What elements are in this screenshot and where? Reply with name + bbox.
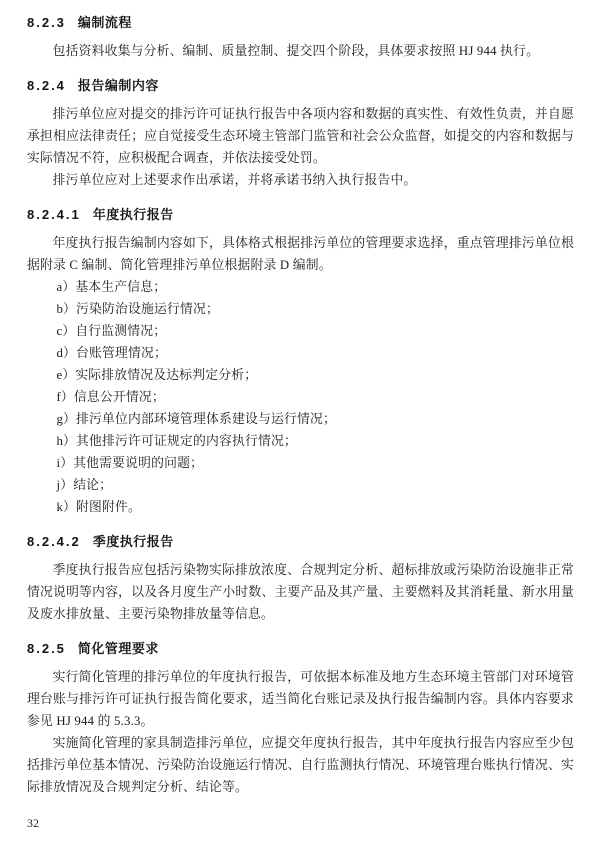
section-8-2-3 [27, 12, 574, 62]
section-8-2-4-2 [27, 531, 574, 625]
section-8-2-3-paragraph: 包括资料收集与分析、编制、质量控制、提交四个阶段，具体要求按照 HJ 944 执行。 [52, 44, 540, 58]
section-8-2-4 [27, 75, 574, 191]
annual-report-items-list [27, 276, 574, 518]
section-8-2-4-1 [27, 204, 574, 518]
list-item: b）污染防治设施运行情况； [56, 302, 219, 316]
heading-title: 简化管理要求 [77, 641, 159, 656]
section-8-2-4-2-heading [27, 531, 574, 553]
heading-title: 报告编制内容 [77, 78, 159, 93]
page-number: 32 [27, 816, 39, 830]
list-item: j）结论； [56, 478, 113, 492]
heading-number: 8.2.4.1 [27, 207, 81, 222]
section-8-2-4-heading [27, 75, 574, 97]
section-8-2-4-1-paragraph: 年度执行报告编制内容如下，具体格式根据排污单位的管理要求选择，重点管理排污单位根据附录 C 编制、简化管理排污单位根据附录 D 编制。 [27, 236, 574, 272]
section-8-2-5-paragraph-2: 实施简化管理的家具制造排污单位，应提交年度执行报告，其中年度执行报告内容应至少包括排污单位基本情况、污染防治设施运行情况、自行监测执行情况、环境管理台账执行情况、实际排放情况及合规判定分析、结论等。 [27, 736, 574, 794]
list-item: d）台账管理情况； [56, 346, 168, 360]
heading-number: 8.2.4.2 [27, 534, 81, 549]
section-8-2-3-heading [27, 12, 574, 34]
list-item: g）排污单位内部环境管理体系建设与运行情况； [56, 412, 336, 426]
heading-title: 年度执行报告 [92, 207, 174, 222]
list-item: a）基本生产信息； [56, 280, 167, 294]
section-8-2-4-paragraph-1: 排污单位应对提交的排污许可证执行报告中各项内容和数据的真实性、有效性负责，并自愿承担相应法律责任；应自觉接受生态环境主管部门监管和社会公众监督，如提交的内容和数据与实际情况不符，应积极配合调查，并依法接受处罚。 [27, 107, 574, 165]
list-item: e）实际排放情况及达标判定分析； [56, 368, 258, 382]
heading-number: 8.2.4 [27, 78, 66, 93]
list-item: h）其他排污许可证规定的内容执行情况； [56, 434, 297, 448]
section-8-2-4-1-heading [27, 204, 574, 226]
heading-title: 编制流程 [77, 15, 132, 30]
section-8-2-4-2-paragraph: 季度执行报告应包括污染物实际排放浓度、合规判定分析、超标排放或污染防治设施非正常情况说明等内容，以及各月度生产小时数、主要产品及其产量、主要燃料及其消耗量、新水用量及废水排放量、主要污染物排放量等信息。 [27, 563, 574, 621]
list-item: i）其他需要说明的问题； [56, 456, 204, 470]
list-item: f）信息公开情况； [56, 390, 165, 404]
section-8-2-5-heading [27, 638, 574, 660]
list-item: k）附图附件。 [56, 500, 142, 514]
section-8-2-5 [27, 638, 574, 798]
section-8-2-4-paragraph-2: 排污单位应对上述要求作出承诺，并将承诺书纳入执行报告中。 [52, 173, 417, 187]
list-item: c）自行监测情况； [56, 324, 167, 338]
heading-title: 季度执行报告 [92, 534, 174, 549]
heading-number: 8.2.3 [27, 15, 66, 30]
section-8-2-5-paragraph-1: 实行简化管理的排污单位的年度执行报告，可依据本标准及地方生态环境主管部门对环境管理台账与排污许可证执行报告简化要求，适当简化台账记录及执行报告编制内容。具体内容要求参见 HJ 944 的 5.3.3。 [27, 670, 574, 728]
heading-number: 8.2.5 [27, 641, 66, 656]
